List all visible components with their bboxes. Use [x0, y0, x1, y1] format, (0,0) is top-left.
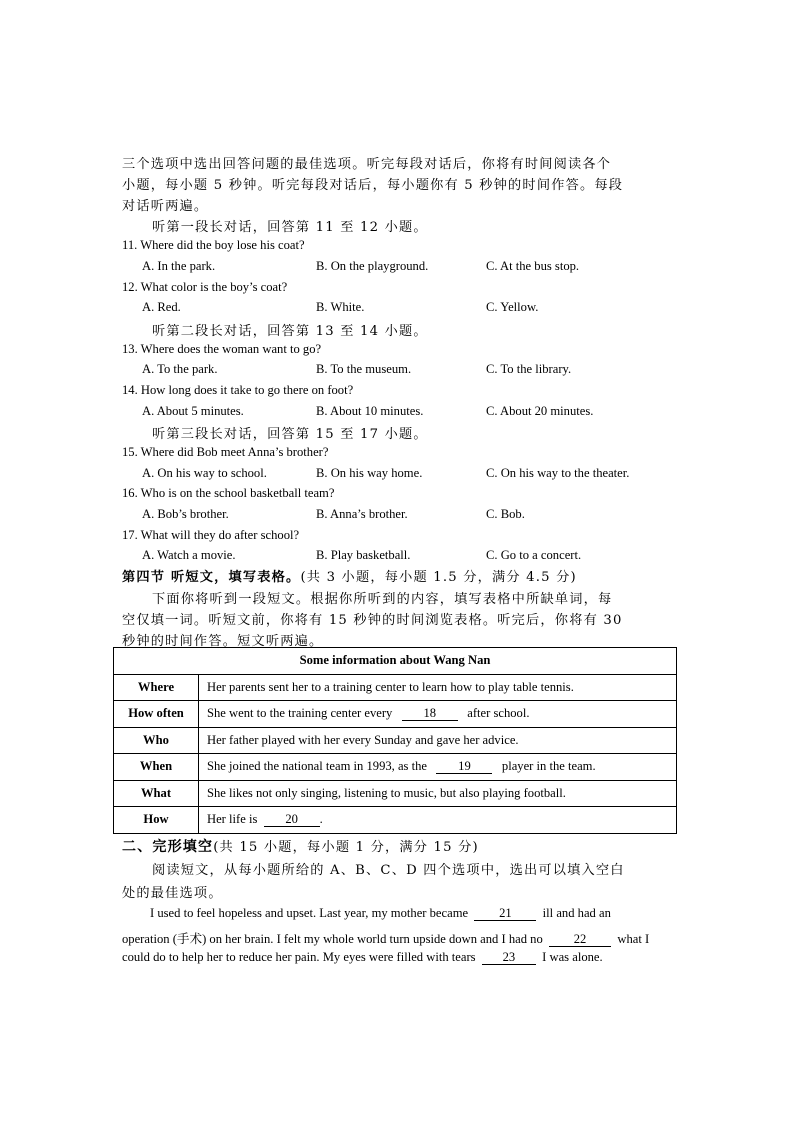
q13-option-b: B. To the museum.	[316, 362, 412, 376]
q16-option-a: A. Bob’s brother.	[142, 507, 229, 521]
part-2-title	[122, 836, 479, 856]
blank-19[interactable]: 19	[436, 759, 492, 774]
blank-21[interactable]: 21	[474, 906, 536, 921]
row-text: Her life is	[207, 812, 258, 827]
part-2-desc-2: 处的最佳选项。	[122, 886, 223, 901]
section-4-title-score: (共 3 小题，每小题 1.5 分，满分 4.5 分)	[300, 570, 577, 585]
passage-text-after: what I	[617, 932, 650, 946]
question-12: 12. What color is the boy’s coat?	[122, 280, 288, 294]
q12-option-a: A. Red.	[142, 300, 181, 314]
row-text-after: after school.	[467, 706, 530, 721]
table-row	[114, 701, 677, 728]
q12-option-b: B. White.	[316, 300, 365, 314]
table-row	[114, 727, 677, 754]
section-4-title	[122, 566, 577, 585]
q14-option-b: B. About 10 minutes.	[316, 404, 424, 418]
q14-option-a: A. About 5 minutes.	[142, 404, 244, 418]
row-key: How often	[114, 701, 199, 728]
passage-line-1	[150, 906, 611, 921]
question-14: 14. How long does it take to go there on foot?	[122, 383, 354, 397]
table-row	[114, 807, 677, 834]
row-text: She likes not only singing, listening to music, but also playing football.	[207, 785, 566, 800]
q15-option-a: A. On his way to school.	[142, 466, 267, 480]
blank-23[interactable]: 23	[482, 950, 536, 965]
q17-option-b: B. Play basketball.	[316, 548, 411, 562]
row-value	[199, 754, 677, 781]
section-4-desc-2: 空仅填一词。听短文前，你将有 15 秒钟的时间浏览表格。听完后，你将有 30	[122, 613, 623, 628]
question-11: 11. Where did the boy lose his coat?	[122, 238, 305, 252]
question-17: 17. What will they do after school?	[122, 528, 300, 542]
q14-option-c: C. About 20 minutes.	[486, 404, 594, 418]
row-value	[199, 780, 677, 807]
q16-option-b: B. Anna’s brother.	[316, 507, 408, 521]
section-4-desc-1: 下面你将听到一段短文。根据你所听到的内容，填写表格中所缺单词，每	[152, 592, 613, 607]
q11-option-a: A. In the park.	[142, 259, 216, 273]
row-key: Where	[114, 674, 199, 701]
info-table	[113, 647, 677, 834]
q11-option-c: C. At the bus stop.	[486, 259, 580, 273]
section-4-title-bold: 第四节 听短文，填写表格。	[122, 570, 301, 585]
listen-instruction-3: 听第三段长对话，回答第 15 至 17 小题。	[152, 427, 428, 442]
row-text: Her father played with her every Sunday and gave her advice.	[207, 732, 519, 747]
q11-option-b: B. On the playground.	[316, 259, 429, 273]
q13-option-a: A. To the park.	[142, 362, 218, 376]
row-value	[199, 674, 677, 701]
passage-line-2	[122, 928, 649, 947]
table-header: Some information about Wang Nan	[114, 648, 677, 675]
blank-20[interactable]: 20	[264, 812, 320, 827]
intro-line-3: 对话听两遍。	[122, 199, 209, 214]
q12-option-c: C. Yellow.	[486, 300, 539, 314]
row-key: When	[114, 754, 199, 781]
row-value	[199, 807, 677, 834]
part-2-title-score: (共 15 小题，每小题 1 分，满分 15 分)	[213, 840, 479, 855]
q13-option-c: C. To the library.	[486, 362, 572, 376]
q17-option-c: C. Go to a concert.	[486, 548, 582, 562]
q15-option-b: B. On his way home.	[316, 466, 423, 480]
q15-option-c: C. On his way to the theater.	[486, 466, 630, 480]
blank-18[interactable]: 18	[402, 706, 458, 721]
intro-line-1: 三个选项中选出回答问题的最佳选项。听完每段对话后，你将有时间阅读各个	[122, 157, 612, 172]
row-key: What	[114, 780, 199, 807]
passage-text: I used to feel hopeless and upset. Last year, my mother became	[150, 906, 469, 920]
passage-text: operation (手术) on her brain. I felt my whole world turn upside down and I had no	[122, 932, 543, 946]
blank-22[interactable]: 22	[549, 932, 611, 947]
table-row	[114, 780, 677, 807]
listen-instruction-2: 听第二段长对话，回答第 13 至 14 小题。	[152, 324, 428, 339]
passage-text: could do to help her to reduce her pain. My eyes were filled with tears	[122, 950, 476, 964]
row-key: How	[114, 807, 199, 834]
question-15: 15. Where did Bob meet Anna’s brother?	[122, 445, 329, 459]
intro-line-2: 小题，每小题 5 秒钟。听完每段对话后，每小题你有 5 秒钟的时间作答。每段	[122, 178, 624, 193]
passage-text-after: ill and had an	[542, 906, 611, 920]
row-text: Her parents sent her to a training center to learn how to play table tennis.	[207, 679, 574, 694]
question-13: 13. Where does the woman want to go?	[122, 342, 322, 356]
row-text-after: .	[319, 812, 323, 827]
table-row	[114, 754, 677, 781]
row-key: Who	[114, 727, 199, 754]
row-text-after: player in the team.	[501, 759, 596, 774]
passage-line-3	[122, 950, 603, 965]
part-2-desc-1: 阅读短文，从每小题所给的 A、B、C、D 四个选项中，选出可以填入空白	[152, 863, 625, 878]
row-text: She joined the national team in 1993, as the	[207, 759, 427, 774]
listen-instruction-1: 听第一段长对话，回答第 11 至 12 小题。	[152, 220, 428, 235]
section-4-desc-3: 秒钟的时间作答。短文听两遍。	[122, 634, 324, 649]
part-2-title-bold: 二、完形填空	[122, 839, 214, 855]
table-row	[114, 674, 677, 701]
question-16: 16. Who is on the school basketball team?	[122, 486, 335, 500]
table-header-row	[114, 648, 677, 675]
q17-option-a: A. Watch a movie.	[142, 548, 236, 562]
q16-option-c: C. Bob.	[486, 507, 525, 521]
row-value	[199, 727, 677, 754]
row-value	[199, 701, 677, 728]
row-text: She went to the training center every	[207, 706, 393, 721]
passage-text-after: I was alone.	[542, 950, 603, 964]
